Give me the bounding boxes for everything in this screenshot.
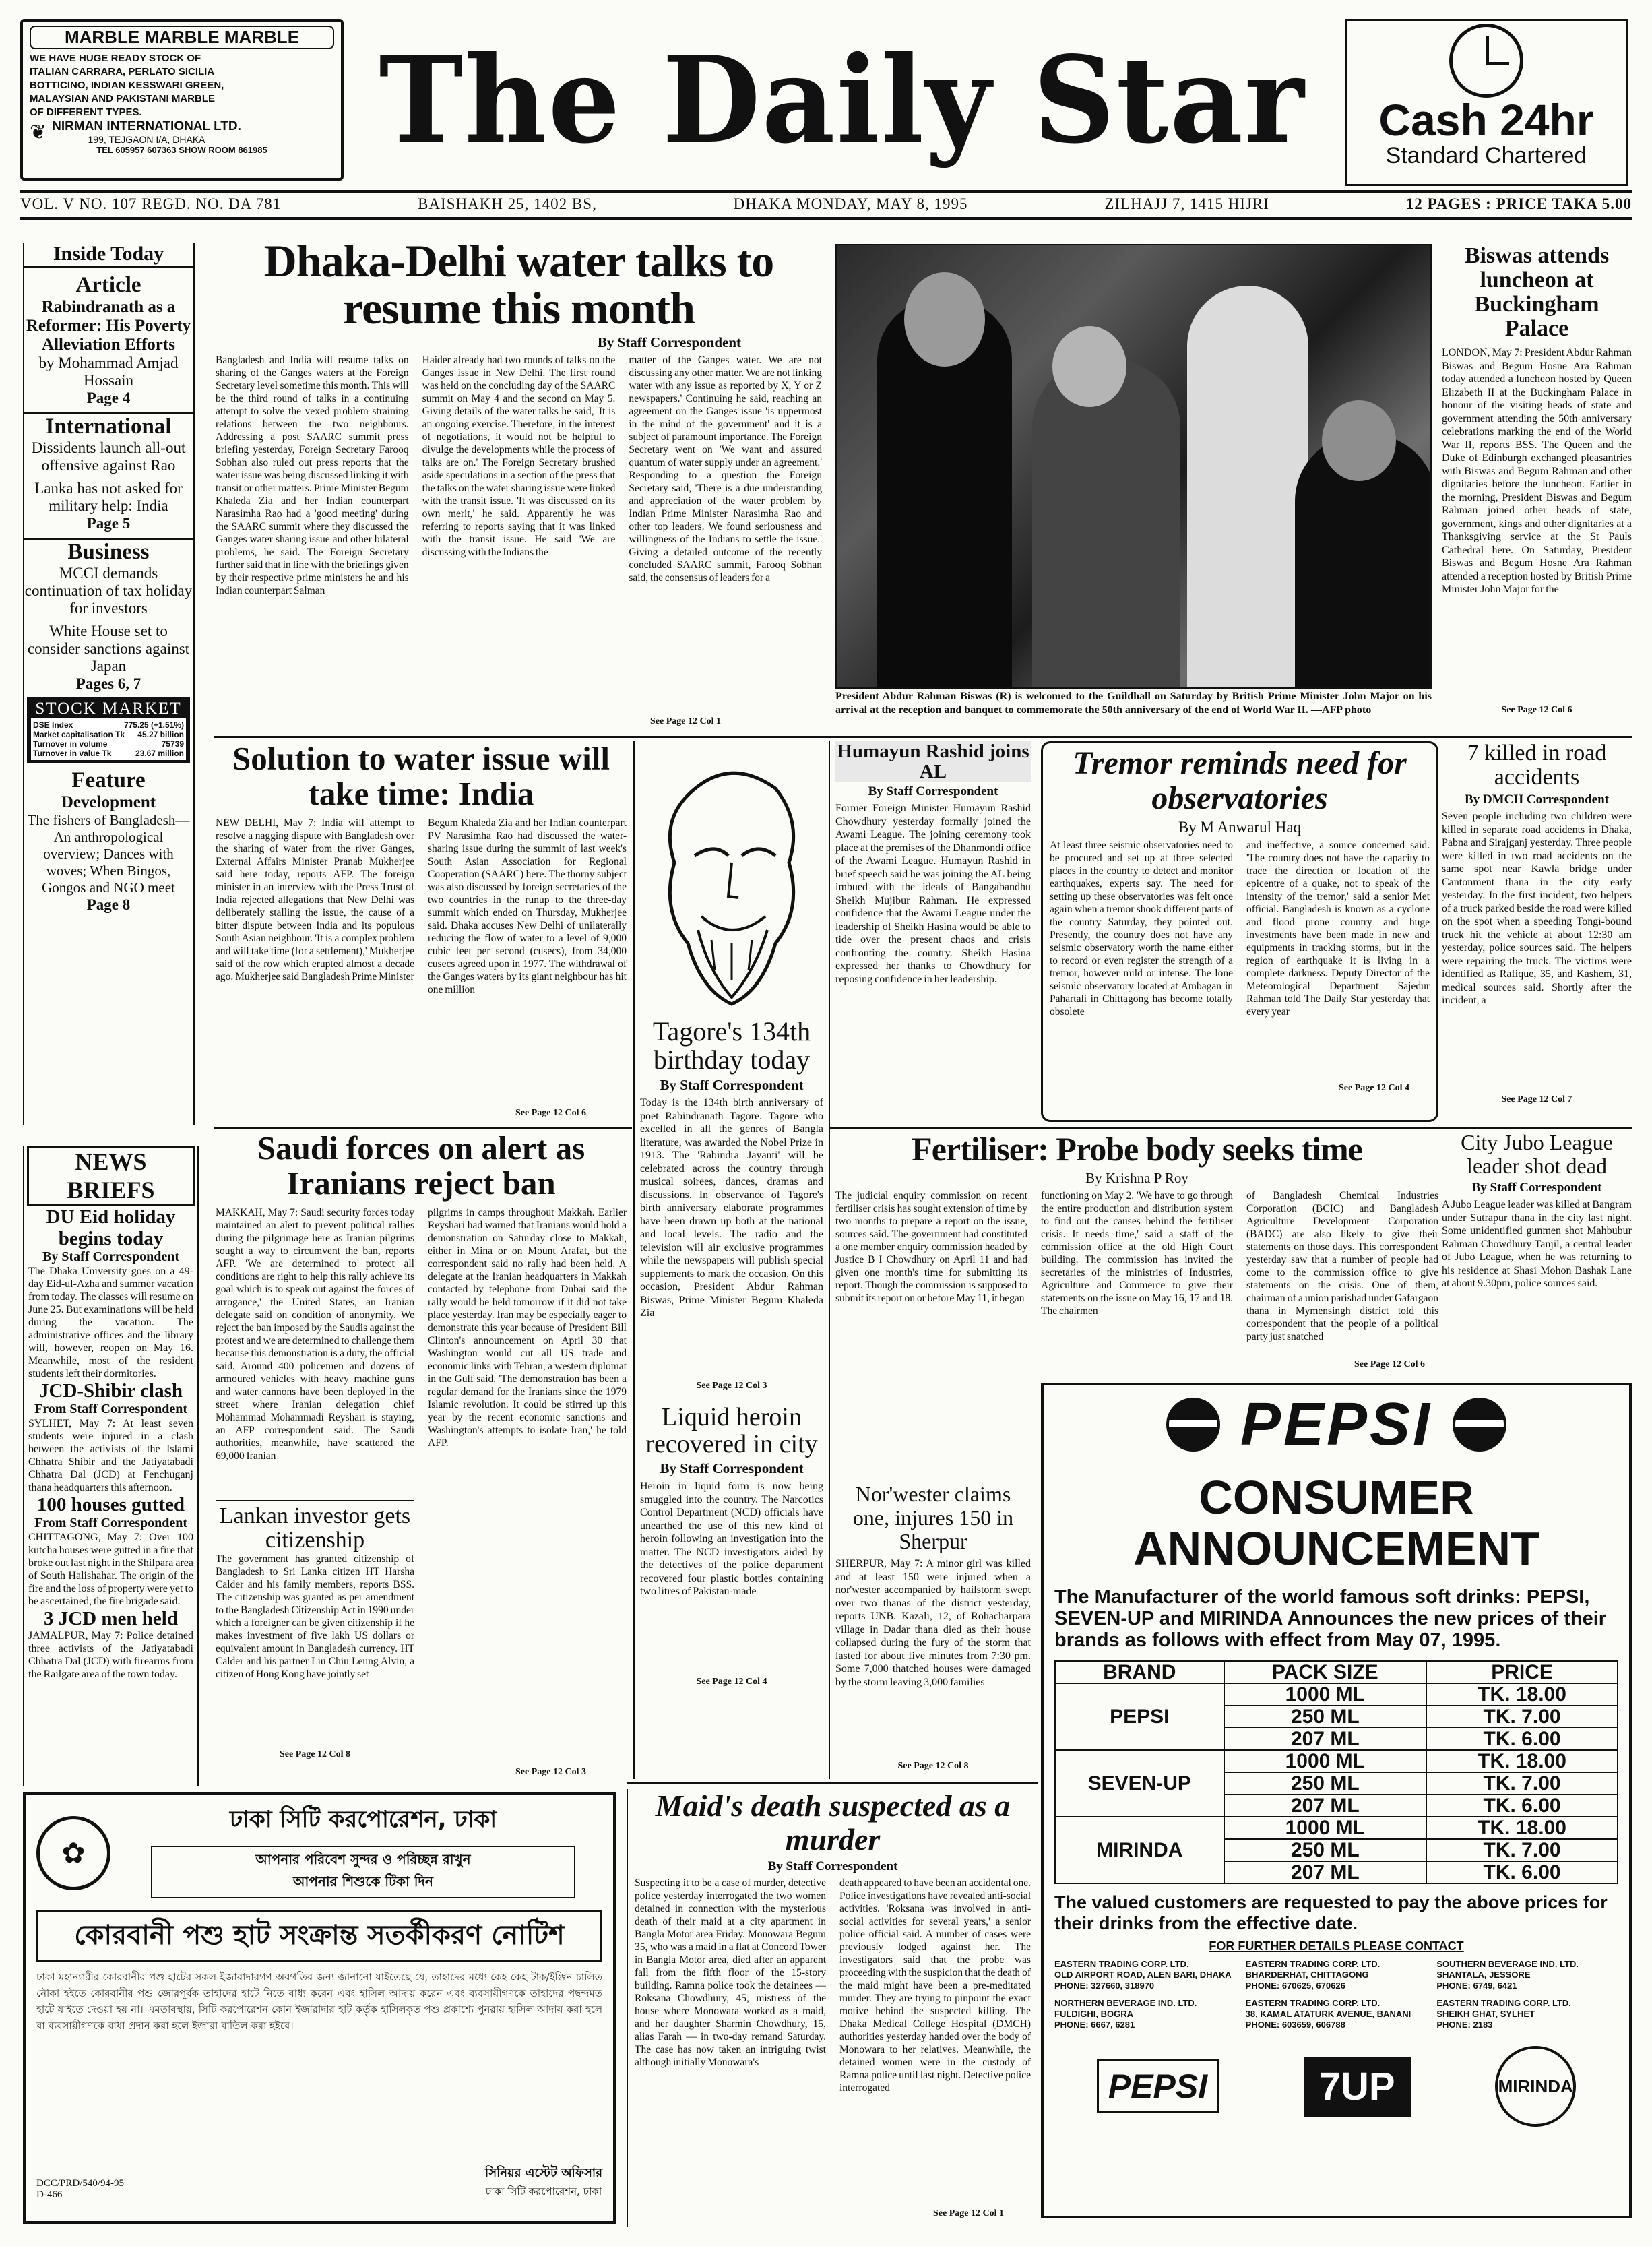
contact-phone: PHONE: 603659, 606788	[1245, 2020, 1345, 2030]
business-item: MCCI demands continuation of tax holiday for investors	[24, 565, 193, 617]
biswas-story	[1442, 244, 1632, 729]
inside-today-panel	[23, 243, 195, 1125]
bengali-date: BAISHAKH 25, 1402 BS,	[418, 195, 597, 212]
lankan-headline: Lankan investor gets citizenship	[216, 1500, 414, 1553]
contact-addr: 38, KAMAL ATATURK AVENUE, BANANI	[1245, 2009, 1411, 2019]
lankan-see: See Page 12 Col 8	[280, 1749, 350, 1759]
newspaper-title: The Daily Star	[379, 30, 1306, 170]
tagore-body: Today is the 134th birth anniversary of poet Rabindranath Tagore. Tagore who excelled in all the genres of Bangla literature, was awarded the Nobel Prize in 1913. The 'Rabindra Jayanti' will be celebrated across the country through musical soirees, dances, dramas and discussions. In observance of Tagore's birth anniversary elaborate programmes have been drawn up both at the national and local levels. The radio and the television will air exclusive programmes while the newspapers will publish special supplements to mark the occasion. On this occasion, President Abdur Rahman Biswas, Prime Minister Begum Khaleda Zia	[640, 1097, 823, 1319]
brief-headline: 3 JCD men held	[44, 1608, 178, 1629]
contact-name: NORTHERN BEVERAGE IND. LTD.	[1054, 1998, 1197, 2008]
dcc-slogan-box	[151, 1846, 575, 1898]
maid-byline: By Staff Correspondent	[767, 1859, 898, 1873]
pepsi-footer: The valued customers are requested to pay the above prices for their drinks from the effective date.	[1054, 1892, 1608, 1933]
feature-desc: The fishers of Bangladesh—An anthropological overview; Dances with woves; When Bingos, Gongos and NGO meet	[27, 812, 190, 896]
solution-body	[216, 817, 627, 1106]
marble-ad-lines	[30, 52, 334, 119]
caption-text: President Abdur Rahman Biswas (R) is welcomed to the Guildhall on Saturday by British Prime Minister John Major on his arrival at the reception and banquet to commemorate the 50th anniversary of the end of World War II.	[835, 691, 1432, 716]
stock-value: 75739	[161, 739, 184, 749]
standard-chartered-ad	[1345, 19, 1628, 186]
stock-title: STOCK MARKET	[35, 699, 182, 718]
tagore-byline: By Staff Correspondent	[660, 1077, 804, 1093]
size-cell: 207 ML	[1224, 1795, 1427, 1817]
jubo-headline: City Jubo League leader shot dead	[1461, 1130, 1613, 1178]
norwester-body: SHERPUR, May 7: A minor girl was killed and at least 150 were injured when a nor'wester accompanied by hailstorm swept over two thanas of the district yesterday, reports UNB. Kazali, 12, of Rohacharpara village in Dadar thana died as their house collapsed during the fury of the storm that lasted for about five minutes from 7:30 pm. Some 7,000 thatched houses were damaged by the storm leaving 3,000 families	[835, 1558, 1031, 1688]
saudi-see: See Page 12 Col 3	[515, 1767, 586, 1777]
consumer-title: CONSUMER	[1199, 1471, 1474, 1524]
section-label: Feature	[71, 768, 146, 792]
biswas-body: LONDON, May 7: President Abdur Rahman Biswas and Begum Hosne Ara Rahman today attended a luncheon hosted by Queen Elizabeth II at the Buckingham Palace in honour of the visiting heads of state and government attending the 50th anniversary celebrations marking the end of the World War II, reports BSS. The Queen and the Duke of Edinburgh exchanged pleasantries with Biswas and Begum Rahman and other dignitaries before the luncheon. Earlier in the morning, President Biswas and Begum Rahman joined other heads of state, government, kings and other dignitaries at a Thanksgiving service at the St Pauls Cathedral here. On Saturday, President Biswas and Begum Hosne Ara Rahman attended a reception hosted by British Prime Minister John Major for the	[1442, 347, 1632, 595]
contact-phone: PHONE: 327660, 318970	[1054, 1980, 1155, 1991]
stock-label: Turnover in value Tk	[33, 749, 112, 758]
contact-name: EASTERN TRADING CORP. LTD.	[1436, 1998, 1571, 2008]
clock-icon	[1449, 24, 1523, 98]
contact-name: SOUTHERN BEVERAGE IND. LTD.	[1436, 1959, 1579, 1969]
humayun-body: Former Foreign Minister Humayun Rashid Chowdhury yesterday formally joined the Awami League. The joining ceremony took place at the premises of the Dhanmondi office of the Awami League. Humayun Rashid in brief speech said he was joining the AL being imbued with the ideals of Bangabandhu Sheikh Mujibur Rahman. He expressed confidence that the Awami League under the leadership of Sheikh Hasina would be able to tide over the present chaos and crisis confronting the country. Sheikh Hasina expressed her thanks to Chowdhury for reposing confidence in her leadership.	[835, 803, 1031, 985]
solution-story	[216, 741, 627, 1122]
price-cell: TK. 18.00	[1426, 1817, 1618, 1839]
brief-text: SYLHET, May 7: At least seven students were injured in a clash between the activists of the Islami Chhatra Shibir and the Jatiyatabadi Chhatra Dal (JCD) at Fenchuganj thana headquarters this afternoon.	[28, 1418, 193, 1493]
fertiliser-col: The judicial enquiry commission on recent fertiliser crisis has sought extension of time by two months to prepare a report on the issue, sources said. The government had constituted a one member enquiry commission headed by Justice B I Chowdhury on April 11 and had given one month's time for submitting its report. Though the commission is supposed to submit its report on or before May 11, it began	[835, 1190, 1027, 1304]
contacts-grid	[1054, 1959, 1618, 2030]
dcc-ad	[23, 1792, 616, 2224]
brief-byline: From Staff Correspondent	[34, 1402, 188, 1416]
marble-ad-title: MARBLE MARBLE MARBLE	[30, 26, 334, 49]
intl-item: Lanka has not asked for military help: India	[34, 480, 183, 514]
biswas-see: See Page 12 Col 6	[1501, 705, 1572, 715]
heroin-byline: By Staff Correspondent	[660, 1460, 804, 1476]
size-cell: 207 ML	[1224, 1728, 1427, 1750]
contact	[1436, 1959, 1618, 1991]
maid-body	[635, 1877, 1031, 2207]
price-cell: TK. 6.00	[1426, 1861, 1618, 1883]
dcc-slogan: আপনার শিশুকে টিকা দিন	[293, 1873, 433, 1890]
contact-name: EASTERN TRADING CORP. LTD.	[1245, 1959, 1380, 1969]
humayun-byline: By Staff Correspondent	[868, 784, 998, 799]
pepsi-globe-icon	[1453, 1398, 1506, 1452]
article-title: Rabindranath as a Reformer: His Poverty Alleviation Efforts	[26, 298, 191, 354]
announcement-title: ANNOUNCEMENT	[1133, 1522, 1539, 1575]
nirman-logo-icon: ❦	[30, 121, 47, 144]
contact	[1436, 1998, 1618, 2030]
brief-text: CHITTAGONG, May 7: Over 100 kutcha houses were gutted in a fire that broke out last night in the Shilpara area of South Halishahar. The origin of the fire and the loss of property were yet to be ascertained, the fire brigade said.	[28, 1532, 193, 1607]
lead-see: See Page 12 Col 1	[650, 716, 721, 726]
tremor-col: and ineffective, a source concerned said. 'The country does not have the capacity to trace the direction or location of the epicentre of a quake, not to speak of the intensity of the tremor,' said a senior Met official. Bangladesh is known as a cyclone and flood prone country and huge investments have been made in new and equipments in tracking storms, but in the region of earthquake it is living in a complete darkness. Deputy Director of the Meteorological Department Sajedur Rahman told The Daily Star yesterday that every year	[1246, 840, 1430, 1018]
price-cell: TK. 18.00	[1426, 1750, 1618, 1772]
business-item: White House set to consider sanctions against Japan	[27, 623, 190, 675]
size-cell: 207 ML	[1224, 1861, 1427, 1883]
brief-headline: JCD-Shibir clash	[39, 1380, 183, 1402]
contact	[1246, 1998, 1428, 2030]
brief-byline: From Staff Correspondent	[34, 1516, 188, 1530]
accidents-story	[1442, 741, 1632, 1125]
lead-story	[216, 237, 822, 729]
contact-phone: PHONE: 6749, 6421	[1436, 1980, 1517, 1991]
article-byline: by Mohammad Amjad Hossain	[38, 354, 179, 389]
maid-see: See Page 12 Col 1	[933, 2208, 1004, 2218]
tremor-see: See Page 12 Col 4	[1339, 1083, 1409, 1093]
contact-addr: SHEIKH GHAT, SYLHET	[1436, 2009, 1535, 2019]
contact-name: EASTERN TRADING CORP. LTD.	[1054, 1959, 1189, 1969]
guildhall-photo	[835, 244, 1432, 689]
lead-byline: By Staff Correspondent	[597, 334, 741, 350]
price-row	[1055, 1750, 1618, 1772]
stock-label: DSE Index	[33, 720, 73, 730]
norwester-see: See Page 12 Col 8	[897, 1761, 969, 1771]
accidents-see: See Page 12 Col 7	[1501, 1094, 1572, 1104]
saudi-col: MAKKAH, May 7: Saudi security forces today maintained an alert to prevent political rallies during the pilgrimage here as Iranian pilgrims sought a way to circumvent the ban, reports AFP. 'We are determined to protect all conditions are right to help this rally achieve its goal which is to speak out against the forces of arrogance,' the United States, an Iranian delegate said on condition of anonymity. We reject the ban imposed by the Saudis against the protest and we are determined to challenge them because this demonstration is a duty, the official said. Around 400 policemen and dozens of armoured vehicles with heavy machine guns and water cannons have been deployed in the street where Iranian delegation chief Mohammad Mohammadi Reyshari is staying, an AFP correspondent said. The Saudi authorities, meanwhile, have scattered the 69,000 Iranian	[216, 1207, 414, 1462]
brief-headline: 100 houses gutted	[36, 1494, 185, 1516]
fertiliser-see: See Page 12 Col 6	[1354, 1359, 1425, 1369]
tremor-headline: Tremor reminds need for observatories	[1073, 745, 1407, 816]
pepsi-globe-icon	[1166, 1398, 1220, 1452]
norwester-story	[835, 1483, 1031, 1779]
contact-addr: FULDIGHI, BOGRA	[1054, 2009, 1133, 2019]
price-info: 12 PAGES : PRICE TAKA 5.00	[1405, 195, 1632, 212]
lead-col: Haider already had two rounds of talks on the Ganges issue in New Delhi. The first round was held on the concluding day of the SAARC summit on May 4 and the second on May 5. Giving details of the water talks he said, 'It is an ongoing exercise. Therefore, in the interest of negotiations, it would not be helpful to divulge the developments while the process of talks are on.' The Foreign Secretary brushed aside speculations in a section of the press that the talks on the water sharing issue were linked with the transit issue. 'It was discussed on its own merit,' he said. Apparently he was referring to reports saying that it was linked with the transit issue. He said 'We are discussing with the Indians the	[422, 354, 616, 558]
contact-title: FOR FURTHER DETAILS PLEASE CONTACT	[1209, 1939, 1464, 1953]
contact-name: EASTERN TRADING CORP. LTD.	[1245, 1998, 1380, 2008]
volume-number: VOL. V NO. 107 REGD. NO. DA 781	[20, 195, 282, 212]
stock-value: 23.67 million	[135, 749, 184, 758]
feature-page: Page 8	[86, 896, 131, 913]
contact	[1246, 1959, 1428, 1991]
dcc-ref: DCC/PRD/540/94-95	[36, 2178, 125, 2189]
contact-addr: BHARDERHAT, CHITTAGONG	[1245, 1970, 1369, 1980]
solution-see: See Page 12 Col 6	[515, 1108, 586, 1118]
size-cell: 1000 ML	[1224, 1750, 1427, 1772]
section-label: International	[24, 412, 193, 439]
business-page: Pages 6, 7	[75, 675, 141, 692]
dcc-ref: D-466	[36, 2189, 63, 2200]
brand-cell: SEVEN-UP	[1055, 1750, 1224, 1817]
contact	[1054, 1998, 1236, 2030]
dcc-title: ঢাকা সিটি করপোরেশন, ঢাকা	[229, 1806, 497, 1833]
dcc-slogan: আপনার পরিবেশ সুন্দর ও পরিচ্ছন্ন রাখুন	[255, 1851, 471, 1867]
size-cell: 250 ML	[1224, 1772, 1427, 1795]
standard-chartered: Standard Chartered	[1385, 143, 1587, 168]
header-pack: PACK SIZE	[1224, 1661, 1427, 1683]
tremor-col: At least three seismic observatories need to be procured and set up at three selected places in the country to detect and monitor earthquakes, experts say. The need for setting up these observatories was felt once again when a tremor shook different parts of the country Saturday, they pointed out. Presently, the country does not have any seismic observatory worth the name either to record or even register the strength of a tremor, however mild or intense. The lone seismic observatory located at Ambagan in Pahartali in Chittagong has become totally obsolete	[1050, 840, 1233, 1018]
contact-addr: SHANTALA, JESSORE	[1436, 1970, 1531, 1980]
news-briefs-title: NEWS BRIEFS	[27, 1146, 195, 1206]
brief-byline: By Staff Correspondent	[42, 1249, 179, 1264]
tagore-headline: Tagore's 134th birthday today	[652, 1016, 811, 1075]
tremor-byline: By M Anwarul Haq	[1178, 819, 1302, 836]
maid-col: Suspecting it to be a case of murder, detective police yesterday interrogated the two women detained in connection with the mysterious death of their maid at a city apartment in Bangla Motor area Friday. Monowara Begum 35, who was a maid in a flat at Concord Tower in Bangla Motor area, died after an apparent fall from the fifth floor of the 15-story building. Ramna police took the detainees — Roksana Chowdhury, 45, mistress of the house where Monowara worked as a maid, and her daughter Sharmin Chowdhury, 15, alias Farah — in two-day remand Saturday. The case has now taken an intriguing twist although initially Monowara's	[635, 1877, 826, 2068]
biswas-headline: Biswas attends luncheon at Buckingham Palace	[1464, 243, 1610, 341]
price-row	[1055, 1683, 1618, 1706]
saudi-col: pilgrims in camps throughout Makkah. Earlier Reyshari had warned that Iranians would hold a demonstration on Saturday close to Makkah, either in Mina or on Mount Arafat, but the correspondent said no rally had been held. A delegate at the Iranian headquarters in Makkah contacted by telephone from Dubai said the rally would be held tomorrow if it did not take place yesterday. Iran may be especially eager to demonstrate this year because of President Bill Clinton's announcement on April 30 that Washington would cut all US trade and economic links with Tehran, a western diplomat in the Gulf said. 'The demonstration has been a regular demand for the Iranians since the 1979 Islamic revolution. It could be stirred up this year by the recent economic sanctions and Washington's attempts to isolate Iran,' he told AFP.	[428, 1207, 627, 1449]
maid-story	[627, 1789, 1031, 2227]
contact-phone: PHONE: 2183	[1436, 2020, 1493, 2030]
fertiliser-col: functioning on May 2. 'We have to go through the entire production and distribution system to find out the causes behind the fertiliser crisis. It needs time,' said a staff of the commission office at the old High Court building. The commission has invited the secretaries of the ministries of Industries, Agriculture and Commerce to give their statements on the issue on May 16, 17 and 18. The chairmen	[1041, 1190, 1233, 1317]
marble-address: 199, TEJGAON I/A, DHAKA	[88, 134, 205, 145]
brief-headline: DU Eid holiday begins today	[46, 1206, 176, 1249]
cash-24hr: Cash 24hr	[1378, 95, 1594, 145]
solution-col: Begum Khaleda Zia and her Indian counterpart PV Narasimha Rao had discussed the water-sharing issue during the summit of last week's South Asian Association for Regional Cooperation (SAARC) here. The thorny subject was also discussed by foreign secretaries of the two countries in the runup to the three-day summit which ended on Thursday, Mukherjee said. Dhaka accuses New Delhi of unilaterally reducing the flow of water to a level of 9,000 cubic feet per second (cusecs), from 34,000 cusecs agreed upon in 1977. The withdrawal of the Ganges waters by its giant neighbour has hit one million	[428, 817, 627, 995]
saudi-story	[216, 1131, 627, 1778]
dateline	[20, 193, 1632, 216]
jubo-body: A Jubo League leader was killed at Bangram under Sutrapur thana in the city last night. Some unidentified gunmen shot Mahbubur Rahman Chowdhury Tanjil, a central leader of Jubo League, when he was returning to his residence at Shasi Mohon Bashak Lane at about 9.30pm, police sources said.	[1442, 1199, 1632, 1289]
fertiliser-story	[835, 1131, 1438, 1377]
fertiliser-headline: Fertiliser: Probe body seeks time	[912, 1130, 1362, 1168]
price-cell: TK. 7.00	[1426, 1706, 1618, 1728]
pepsi-brand: PEPSI	[1240, 1390, 1433, 1458]
contact-addr: OLD AIRPORT ROAD, ALEN BARI, DHAKA	[1054, 1970, 1232, 1980]
stock-market-box	[27, 697, 190, 763]
heroin-body: Heroin in liquid form is now being smuggled into the country. The Narcotics Control Department (NCD) officials have unearthed the use of this new kind of heroin following an investigation into the matter. The NCD investigators aided by the detectives of the police department recovered four plastic bottles containing two litres of Pakistan-made	[640, 1480, 823, 1597]
jubo-story	[1442, 1131, 1632, 1377]
photo-caption	[835, 690, 1432, 733]
fertiliser-byline: By Krishna P Roy	[1085, 1170, 1188, 1186]
lankan-body: The government has granted citizenship of Bangladesh to Sri Lanka citizen HT Harsha Calder and his family members, reports BSS. The citizenship was granted as per amendment to the Bangladesh Citizenship Act in 1990 under which a foreigner can be given citizenship if he makes investment of five lakh US dollars or equivalent amount in Bangladesh currency. HT Calder and his partner Liu Chiu Leung Alvin, a citizen of Hong Kong have jointly set	[216, 1553, 414, 1680]
pepsi-logo: PEPSI	[1097, 2059, 1219, 2113]
section-label: Article	[75, 273, 141, 297]
size-cell: 250 ML	[1224, 1706, 1427, 1728]
article-page: Page 4	[86, 389, 131, 406]
price-cell: TK. 6.00	[1426, 1795, 1618, 1817]
brand-cell: PEPSI	[1055, 1683, 1224, 1750]
tagore-portrait	[647, 748, 816, 1011]
size-cell: 250 ML	[1224, 1839, 1427, 1861]
saudi-headline: Saudi forces on alert as Iranians reject ban	[257, 1129, 585, 1202]
jubo-byline: By Staff Correspondent	[1471, 1181, 1602, 1195]
marble-company: NIRMAN INTERNATIONAL LTD.	[52, 119, 241, 133]
dcc-seal-icon: ✿	[36, 1816, 110, 1890]
accidents-body: Seven people including two children were killed in separate road accidents in Dhaka, Pabna and Sirajganj yesterday. Three people were killed in two road accidents on the same spot near Kawla bridge under Cantonment thana in the city early yesterday. In the first incident, two helpers of a truck parked beside the road were killed on the spot when a speeding Tongi-bound truck hit the vehicle at about 12:30 am yesterday, police sources said. The helpers were repairing the truck. The victims were identified as Rafique, 35, and Kashem, 31, medical sources said. Shortly after the incident, a	[1442, 811, 1632, 1006]
fertiliser-body	[835, 1189, 1438, 1358]
pepsi-intro: The Manufacturer of the world famous soft drinks: PEPSI, SEVEN-UP and MIRINDA Announces the new prices of their brands as follows with effect from May 07, 1995.	[1054, 1586, 1607, 1651]
solution-headline: Solution to water issue will take time: India	[232, 740, 610, 812]
intl-item: Dissidents launch all-out offensive against Rao	[31, 439, 186, 474]
lead-col: Bangladesh and India will resume talks on sharing of the Ganges waters at the Foreign Secretary level sometime this month. This will be the third round of talks in a continuing attempt to solve the vexed problem straining relations between the two neighbours. Addressing a post SAARC summit press briefing yesterday, Foreign Secretary Farooq Sobhan also ruled out press reports that the water issue was being discussed linking it with transit or other matters. Prime Minister Begum Khaleda Zia and her Indian counterpart Narasimha Rao had a 'good meeting' during the SAARC summit where they discussed the Ganges water sharing issue and other bilateral problems, he said. The Foreign Secretary further said that in line with the briefings given by their respective prime ministers he and his Indian counterpart Salman	[216, 354, 409, 596]
news-briefs-panel	[23, 1146, 199, 1786]
brief-text: JAMALPUR, May 7: Police detained three activists of the Jatiyatabadi Chhatra Dal (JCD) with firearms from the Railgate area of the town today.	[28, 1630, 193, 1680]
marble-line: BOTTICINO, INDIAN KESSWARI GREEN,	[30, 80, 224, 91]
feature-title: Development	[61, 793, 156, 811]
heroin-headline: Liquid heroin recovered in city	[645, 1403, 818, 1458]
price-cell: TK. 6.00	[1426, 1728, 1618, 1750]
tagore-story	[633, 741, 830, 1779]
solution-col: NEW DELHI, May 7: India will attempt to resolve a nagging dispute with Bangladesh over the sharing of water from the river Ganges, External Affairs Minister Pranab Mukherjee said here today, reports AFP. The foreign minister in an interview with the Press Trust of India rejected allegations that New Delhi was deliberately stalling the issue, the cause of a bitter dispute between India and its populous South Asian neighbour. 'It is a complex problem and will take time (for a settlement),' Mukherjee said of the row which erupted almost a decade ago. Mukherjee said Bangladesh Prime Minister	[216, 817, 414, 982]
accidents-headline: 7 killed in road accidents	[1467, 741, 1607, 790]
humayun-story	[835, 741, 1031, 1122]
brand-cell: MIRINDA	[1055, 1817, 1224, 1883]
size-cell: 1000 ML	[1224, 1683, 1427, 1706]
photo-credit: —AFP photo	[1310, 704, 1372, 716]
heroin-see: See Page 12 Col 4	[696, 1677, 767, 1687]
brief-text: The Dhaka University goes on a 49-day Eid-ul-Azha and summer vacation from today. The classes will resume on June 25. But examinations will be held during the vacation. The administrative offices and the library will, however, reopen on May 16. Meanwhile, most of the resident students left their dormitories.	[28, 1266, 193, 1379]
lead-headline: Dhaka-Delhi water talks to resume this month	[263, 235, 774, 334]
price-table	[1054, 1660, 1618, 1884]
marble-line: WE HAVE HUGE READY STOCK OF	[30, 53, 201, 64]
maid-col: death appeared to have been an accidental one. Police investigations have revealed anti-social activities. 'Roksana was involved in anti-social activities for several years,' a senior police official said. A number of cases were previously lodged against her. The investigators said that the probe was proceeding with the suspicion that the death of the maid might have been a pre-meditated murder. They are trying to pinpoint the exact motive behind the suspected killing. The Dhaka Medical College Hospital (DMCH) authorities yesterday handed over the body of Monowara to her relatives. Meanwhile, the detained women were in the custody of Ramna police until last night. Detective police interrogated	[839, 1877, 1031, 2094]
dcc-signature: সিনিয়র এস্টেট অফিসার	[485, 2166, 602, 2180]
pepsi-ad	[1041, 1383, 1632, 2218]
header-brand: BRAND	[1055, 1661, 1224, 1683]
pepsi-banner	[1054, 1391, 1618, 1458]
city-date: DHAKA MONDAY, MAY 8, 1995	[733, 195, 968, 212]
price-cell: TK. 18.00	[1426, 1683, 1618, 1706]
contact	[1054, 1959, 1236, 1991]
lead-col: matter of the Ganges water. We are not discussing any other matter. We are not linking water with any issue as reported by X, Y or Z newspapers.' Continuing he said, reaching an agreement on the Ganges issue 'is uppermost in the mind of the government' and it is a subject of paramount importance. The Foreign Secretary went on 'We want and assured quantum of water supply under an agreement.' Responding to a question the Foreign Secretary said, 'There is a due understanding and appreciation of the water problem by Indian Prime Minister Narasimha Rao and other top leaders. We found seriousness and willingness of the Indians to settle the issue.' Giving a detailed outcome of the recently concluded SAARC summit, Farooq Sobhan said, the consensus of leaders for a	[629, 354, 822, 584]
tremor-body	[1050, 839, 1430, 1082]
marble-line: ITALIAN CARRARA, PERLATO SICILIA	[30, 66, 215, 77]
tagore-see: See Page 12 Col 3	[696, 1381, 767, 1391]
size-cell: 1000 ML	[1224, 1817, 1427, 1839]
stock-label: Market capitalisation Tk	[33, 730, 125, 739]
stock-value: 775.25 (+1.51%)	[123, 720, 184, 730]
section-label: Business	[24, 538, 193, 565]
saudi-body	[216, 1206, 627, 1766]
hijri-date: ZILHAJJ 7, 1415 HIJRI	[1104, 195, 1269, 212]
price-table-header	[1055, 1661, 1618, 1683]
contact-phone: PHONE: 6667, 6281	[1054, 2020, 1135, 2030]
lead-body	[216, 354, 822, 715]
price-row	[1055, 1817, 1618, 1839]
price-cell: TK. 7.00	[1426, 1772, 1618, 1795]
tremor-story	[1041, 741, 1438, 1122]
accidents-byline: By DMCH Correspondent	[1465, 792, 1609, 807]
stock-label: Turnover in volume	[33, 739, 108, 749]
marble-ad	[20, 19, 344, 181]
marble-line: MALAYSIAN AND PAKISTANI MARBLE	[30, 93, 216, 104]
dcc-notice-body: ঢাকা মহানগরীর কোরবানীর পশু হাটের সকল ইজারাদারগণ অবগতির জন্য জানানো যাইতেছে যে, তাহাদের মধ্যে কেহ কেহ টাক/ইঞ্জিন চালিত নৌকা হইতে কোরবানীর পশু জোরপূর্বক তাহাদের হাটে নিতে বাধ্য করেন এবং হাসিল আদায় করেন এবং ব্যবসায়ীগণকে তাহাদের পছন্দমত হাটে যাইতে দেওয়া হয় না। এমতাবস্থায়, সিটি করপোরেশন কোন ইজারাদার হাট কর্তৃক হাসিলকৃত পশু প্রকাশ্যে পুনরায় হাসিল আদায় করা হলে বা ব্যবসায়ীগণকে বাধা প্রদান করা হলে ইজারা বাতিল করা হইবে।	[36, 1971, 602, 2032]
price-cell: TK. 7.00	[1426, 1839, 1618, 1861]
dcc-notice-title: কোরবানী পশু হাট সংক্রান্ত সতর্কীকরণ নোটিশ	[36, 1910, 602, 1962]
marble-line: OF DIFFERENT TYPES.	[30, 106, 142, 118]
maid-headline: Maid's death suspected as a murder	[655, 1788, 1011, 1857]
stock-value: 45.27 billion	[137, 730, 184, 739]
intl-page: Page 5	[86, 515, 131, 532]
marble-phone: TEL 605957 607363 SHOW ROOM 861985	[96, 145, 267, 155]
dcc-signature: ঢাকা সিটি করপোরেশন, ঢাকা	[485, 2185, 602, 2197]
brand-logos	[1054, 2042, 1618, 2130]
norwester-headline: Nor'wester claims one, injures 150 in Sherpur	[852, 1482, 1014, 1553]
fertiliser-col: of Bangladesh Chemical Industries Corporation (BCIC) and Bangladesh Agriculture Development Corporation (BADC) are also likely to give their statements on those days. This correspondent yesterday saw that a number of people had come to the commission office to give statements on the crisis. One of them, chairman of a union parishad under Gafargaon thana in Mymensingh district told this correspondent that the people of a political party just snatched	[1246, 1190, 1438, 1342]
humayun-headline: Humayun Rashid joins AL	[835, 741, 1031, 782]
header-price: PRICE	[1426, 1661, 1618, 1683]
contact-phone: PHONE: 670625, 670626	[1245, 1980, 1345, 1991]
sevenup-logo: 7UP	[1304, 2057, 1411, 2117]
inside-today-title: Inside Today	[24, 243, 193, 268]
mirinda-logo: MIRINDA	[1495, 2046, 1576, 2127]
tagore-sketch-icon	[647, 748, 816, 1011]
